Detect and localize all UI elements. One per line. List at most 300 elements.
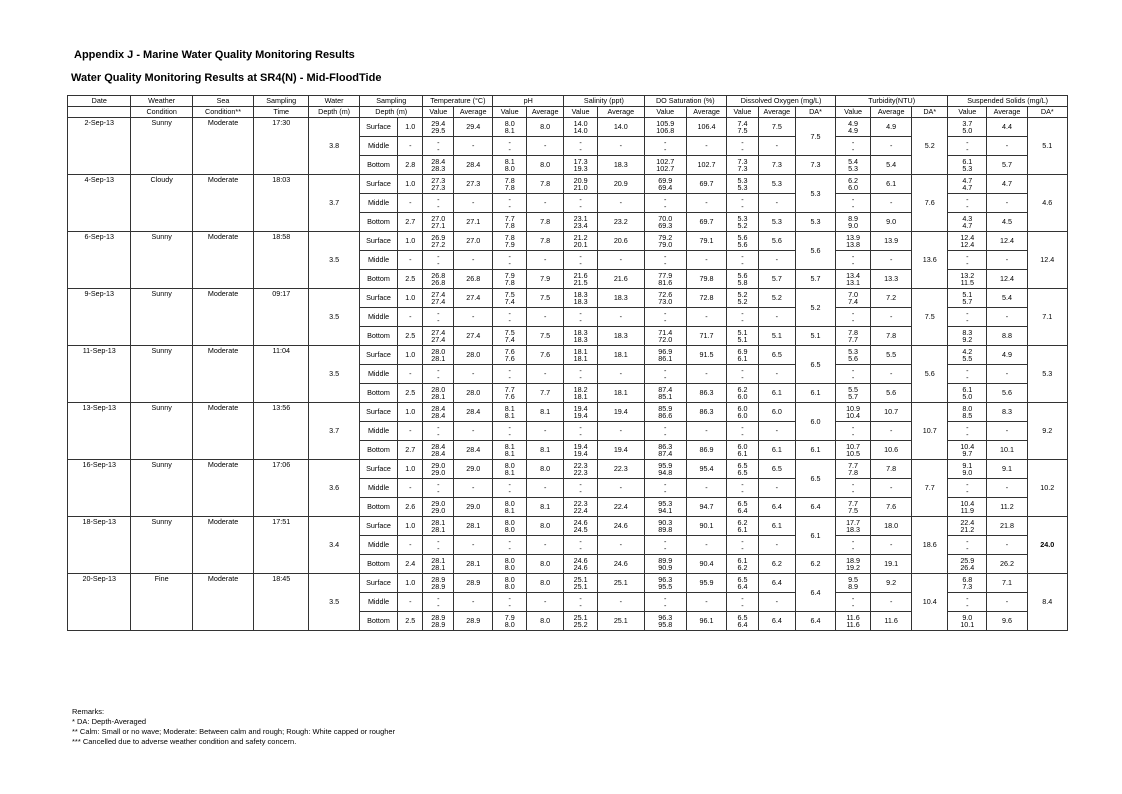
ph-values	[493, 270, 527, 289]
sea-condition-cell: Moderate	[192, 574, 253, 631]
temperature-average: 28.1	[454, 517, 493, 536]
weather-cell: Sunny	[131, 346, 192, 403]
ph-values	[493, 213, 527, 232]
do-saturation-values	[644, 232, 686, 251]
ph-value: 7.8	[504, 175, 515, 185]
turbidity-average: 7.2	[871, 289, 912, 308]
suspended-solids-value: 10.1	[960, 620, 975, 629]
turbidity-da: 5.2	[912, 118, 948, 175]
level-cell: Surface	[360, 289, 398, 308]
suspended-solids-value: 22.4	[960, 517, 975, 527]
dissolved-oxygen-value: -	[741, 422, 744, 432]
ph-value: 7.8	[504, 183, 515, 192]
sampling-depth-cell: -	[398, 365, 423, 384]
suspended-solids-value: 10.4	[960, 441, 975, 451]
ph-values	[493, 593, 527, 612]
dissolved-oxygen-bottom-da: 6.4	[795, 498, 835, 517]
temperature-value: 27.0	[431, 213, 446, 223]
ph-value: -	[508, 145, 511, 154]
turbidity-values	[836, 232, 871, 251]
suspended-solids-value: 5.7	[962, 297, 973, 306]
header-ph: pH	[493, 96, 564, 107]
do-saturation-values	[644, 593, 686, 612]
turbidity-values	[836, 517, 871, 536]
suspended-solids-value: -	[966, 251, 969, 261]
turbidity-value: -	[851, 601, 855, 610]
dissolved-oxygen-bottom-da: 6.2	[795, 555, 835, 574]
level-cell: Middle	[360, 479, 398, 498]
temperature-value: 29.0	[431, 506, 446, 515]
ph-average: 8.0	[527, 460, 564, 479]
suspended-solids-value: -	[966, 308, 969, 318]
suspended-solids-values	[948, 384, 987, 403]
turbidity-value: -	[851, 487, 855, 496]
sampling-time-cell: 09:17	[254, 289, 309, 346]
dissolved-oxygen-values	[727, 270, 759, 289]
do-saturation-value: -	[664, 137, 667, 147]
dissolved-oxygen-da: 6.5	[795, 460, 835, 498]
turbidity-value: 5.6	[848, 354, 859, 363]
salinity-values	[564, 612, 598, 631]
suspended-solids-values	[948, 118, 987, 137]
ph-values	[493, 194, 527, 213]
dissolved-oxygen-value: 7.5	[737, 126, 748, 135]
temperature-average: 28.0	[454, 346, 493, 365]
date-cell: 20-Sep-13	[68, 574, 131, 631]
turbidity-value: 7.8	[848, 468, 859, 477]
turbidity-values	[836, 118, 871, 137]
do-saturation-values	[644, 251, 686, 270]
salinity-values	[564, 460, 598, 479]
suspended-solids-average: 5.4	[987, 289, 1027, 308]
sampling-depth-cell: 1.0	[398, 574, 423, 593]
suspended-solids-value: -	[966, 137, 969, 147]
temperature-value: 27.3	[431, 183, 446, 192]
ph-average: 7.9	[527, 270, 564, 289]
temperature-value: -	[437, 536, 440, 546]
suspended-solids-value: 5.0	[962, 126, 973, 135]
ph-value: 8.0	[504, 563, 515, 572]
salinity-values	[564, 555, 598, 574]
sea-condition-cell: Moderate	[192, 517, 253, 574]
ph-average: 8.1	[527, 498, 564, 517]
do-saturation-value: 95.9	[658, 460, 673, 470]
suspended-solids-value: 21.2	[960, 525, 975, 534]
ph-values	[493, 251, 527, 270]
ph-value: 8.0	[504, 525, 515, 534]
ph-value: -	[508, 593, 511, 603]
ph-value: 7.5	[504, 289, 515, 299]
dissolved-oxygen-value: 5.1	[737, 327, 748, 337]
header-average: Average	[871, 107, 912, 118]
temperature-value: -	[437, 479, 440, 489]
salinity-value: 18.3	[573, 289, 588, 299]
turbidity-values	[836, 365, 871, 384]
suspended-solids-value: 3.7	[962, 118, 973, 128]
suspended-solids-values	[948, 137, 987, 156]
date-cell: 2-Sep-13	[68, 118, 131, 175]
do-saturation-value: 69.3	[658, 221, 673, 230]
suspended-solids-average: -	[987, 422, 1027, 441]
suspended-solids-average: 5.6	[987, 384, 1027, 403]
do-saturation-value: -	[664, 145, 667, 154]
header-sampling-depth: Sampling	[360, 96, 423, 107]
sampling-depth-cell: 1.0	[398, 460, 423, 479]
suspended-solids-values	[948, 270, 987, 289]
suspended-solids-average: -	[987, 251, 1027, 270]
water-quality-table	[67, 95, 1068, 631]
dissolved-oxygen-values	[727, 213, 759, 232]
water-depth-cell: 3.7	[309, 403, 360, 460]
salinity-value: 24.5	[573, 525, 588, 534]
sampling-depth-cell: 1.0	[398, 517, 423, 536]
do-saturation-values	[644, 479, 686, 498]
suspended-solids-value: 5.3	[962, 164, 973, 173]
turbidity-average: 6.1	[871, 175, 912, 194]
level-cell: Middle	[360, 365, 398, 384]
sampling-depth-cell: -	[398, 536, 423, 555]
ph-values	[493, 574, 527, 593]
do-saturation-value: 87.4	[658, 449, 673, 458]
dissolved-oxygen-value: -	[741, 316, 744, 325]
temperature-value: -	[437, 487, 440, 496]
do-saturation-average: -	[686, 422, 726, 441]
salinity-value: 18.2	[573, 384, 588, 394]
ph-value: 7.8	[504, 278, 515, 287]
ph-values	[493, 118, 527, 137]
dissolved-oxygen-average: 6.1	[758, 517, 795, 536]
salinity-value: 24.6	[573, 563, 588, 572]
water-depth-cell: 3.6	[309, 460, 360, 517]
do-saturation-value: 77.9	[658, 270, 673, 280]
turbidity-values	[836, 251, 871, 270]
ph-value: 8.1	[504, 411, 515, 420]
turbidity-average: 7.8	[871, 460, 912, 479]
ph-average: 7.7	[527, 384, 564, 403]
suspended-solids-average: 4.7	[987, 175, 1027, 194]
dissolved-oxygen-value: -	[741, 365, 744, 375]
level-cell: Surface	[360, 403, 398, 422]
day-group	[68, 517, 1068, 574]
dissolved-oxygen-average: -	[758, 479, 795, 498]
dissolved-oxygen-da: 5.6	[795, 232, 835, 270]
salinity-values	[564, 175, 598, 194]
level-cell: Middle	[360, 308, 398, 327]
suspended-solids-values	[948, 213, 987, 232]
ph-values	[493, 289, 527, 308]
turbidity-value: -	[851, 194, 855, 204]
salinity-value: 20.9	[573, 175, 588, 185]
dissolved-oxygen-values	[727, 536, 759, 555]
turbidity-value: 18.9	[846, 555, 861, 565]
dissolved-oxygen-value: -	[741, 373, 744, 382]
date-cell: 6-Sep-13	[68, 232, 131, 289]
temperature-value: -	[437, 137, 440, 147]
ph-average: 7.5	[527, 327, 564, 346]
suspended-solids-average: 7.1	[987, 574, 1027, 593]
dissolved-oxygen-average: -	[758, 251, 795, 270]
turbidity-da: 10.7	[912, 403, 948, 460]
suspended-solids-value: -	[966, 194, 969, 204]
do-saturation-average: 95.9	[686, 574, 726, 593]
header-temperature: Temperature (°C)	[423, 96, 493, 107]
do-saturation-average: -	[686, 194, 726, 213]
turbidity-value: 7.7	[848, 335, 859, 344]
do-saturation-average: 86.3	[686, 403, 726, 422]
do-saturation-average: 94.7	[686, 498, 726, 517]
temperature-value: 27.3	[431, 175, 446, 185]
suspended-solids-value: 4.7	[962, 183, 973, 192]
do-saturation-average: 106.4	[686, 118, 726, 137]
do-saturation-average: 90.1	[686, 517, 726, 536]
turbidity-average: 5.6	[871, 384, 912, 403]
salinity-average: 23.2	[598, 213, 645, 232]
water-depth-cell: 3.5	[309, 232, 360, 289]
suspended-solids-average: -	[987, 308, 1027, 327]
turbidity-values	[836, 156, 871, 175]
weather-cell: Fine	[131, 574, 192, 631]
turbidity-value: -	[851, 251, 855, 261]
turbidity-values	[836, 194, 871, 213]
do-saturation-values	[644, 118, 686, 137]
salinity-value: 25.1	[573, 612, 588, 622]
temperature-value: 27.4	[431, 289, 446, 299]
turbidity-value: 8.9	[848, 582, 859, 591]
dissolved-oxygen-value: -	[741, 137, 744, 147]
day-group	[68, 232, 1068, 289]
temperature-value: 27.4	[431, 297, 446, 306]
ph-value: -	[508, 365, 511, 375]
salinity-value: 21.0	[573, 183, 588, 192]
header-average: Average	[527, 107, 564, 118]
temperature-value: 26.9	[431, 232, 446, 242]
suspended-solids-average: 8.8	[987, 327, 1027, 346]
ph-value: 7.6	[504, 354, 515, 363]
sea-condition-cell: Moderate	[192, 460, 253, 517]
turbidity-value: 5.7	[848, 392, 859, 401]
salinity-average: -	[598, 194, 645, 213]
turbidity-average: 9.0	[871, 213, 912, 232]
salinity-value: 19.4	[573, 403, 588, 413]
sampling-depth-cell: 1.0	[398, 175, 423, 194]
salinity-values	[564, 498, 598, 517]
dissolved-oxygen-value: 6.5	[737, 460, 748, 470]
do-saturation-value: 106.8	[656, 126, 675, 135]
temperature-value: 29.0	[431, 468, 446, 477]
do-saturation-average: -	[686, 593, 726, 612]
day-group	[68, 403, 1068, 460]
dissolved-oxygen-value: 5.2	[737, 297, 748, 306]
do-saturation-value: 96.3	[658, 612, 673, 622]
water-depth-cell: 3.5	[309, 346, 360, 403]
level-cell: Bottom	[360, 441, 398, 460]
salinity-average: -	[598, 251, 645, 270]
ph-value: 7.6	[504, 392, 515, 401]
temperature-value: 28.4	[431, 449, 446, 458]
do-saturation-average: 71.7	[686, 327, 726, 346]
ph-average: -	[527, 308, 564, 327]
dissolved-oxygen-value: -	[741, 601, 744, 610]
suspended-solids-value: 4.7	[962, 175, 973, 185]
suspended-solids-value: 9.0	[962, 468, 973, 477]
do-saturation-value: 89.8	[658, 525, 673, 534]
table-row	[68, 118, 1068, 137]
do-saturation-value: -	[664, 259, 667, 268]
do-saturation-value: 86.3	[658, 441, 673, 451]
suspended-solids-value: 25.9	[960, 555, 975, 565]
do-saturation-average: -	[686, 365, 726, 384]
level-cell: Surface	[360, 232, 398, 251]
turbidity-value: 5.3	[848, 164, 859, 173]
weather-cell: Cloudy	[131, 175, 192, 232]
ph-values	[493, 536, 527, 555]
dissolved-oxygen-average: -	[758, 536, 795, 555]
dissolved-oxygen-values	[727, 194, 759, 213]
dissolved-oxygen-average: 5.6	[758, 232, 795, 251]
turbidity-value: -	[851, 536, 855, 546]
do-saturation-values	[644, 308, 686, 327]
dissolved-oxygen-value: 5.1	[737, 335, 748, 344]
suspended-solids-values	[948, 232, 987, 251]
sampling-depth-cell: 1.0	[398, 118, 423, 137]
salinity-value: -	[579, 536, 582, 546]
turbidity-da: 10.4	[912, 574, 948, 631]
turbidity-value: 5.3	[848, 346, 859, 356]
do-saturation-average: 102.7	[686, 156, 726, 175]
header-sea-condition: Condition**	[192, 107, 253, 118]
salinity-average: 24.6	[598, 555, 645, 574]
turbidity-average: 11.6	[871, 612, 912, 631]
do-saturation-value: -	[664, 373, 667, 382]
salinity-value: 25.2	[573, 620, 588, 629]
dissolved-oxygen-values	[727, 593, 759, 612]
salinity-average: 24.6	[598, 517, 645, 536]
salinity-value: -	[579, 373, 582, 382]
do-saturation-values	[644, 384, 686, 403]
temperature-average: 29.0	[454, 460, 493, 479]
sampling-depth-cell: -	[398, 194, 423, 213]
do-saturation-value: 95.8	[658, 620, 673, 629]
turbidity-value: 10.9	[846, 403, 861, 413]
do-saturation-values	[644, 403, 686, 422]
ph-average: 8.0	[527, 156, 564, 175]
temperature-values	[423, 479, 454, 498]
do-saturation-value: 85.1	[658, 392, 673, 401]
dissolved-oxygen-average: 6.1	[758, 441, 795, 460]
suspended-solids-average: 9.6	[987, 612, 1027, 631]
salinity-average: 18.3	[598, 156, 645, 175]
do-saturation-values	[644, 574, 686, 593]
do-saturation-value: -	[664, 430, 667, 439]
dissolved-oxygen-value: 6.0	[737, 441, 748, 451]
level-cell: Surface	[360, 460, 398, 479]
header-value: Value	[836, 107, 871, 118]
salinity-values	[564, 593, 598, 612]
salinity-value: 23.1	[573, 213, 588, 223]
level-cell: Bottom	[360, 612, 398, 631]
dissolved-oxygen-value: 5.6	[737, 270, 748, 280]
salinity-values	[564, 441, 598, 460]
do-saturation-value: 102.7	[656, 164, 675, 173]
water-depth-cell: 3.7	[309, 175, 360, 232]
ph-average: 8.0	[527, 612, 564, 631]
suspended-solids-average: 4.9	[987, 346, 1027, 365]
dissolved-oxygen-da: 5.3	[795, 175, 835, 213]
temperature-value: -	[437, 593, 440, 603]
dissolved-oxygen-bottom-da: 5.7	[795, 270, 835, 289]
turbidity-values	[836, 593, 871, 612]
day-group	[68, 175, 1068, 232]
ph-value: 7.9	[504, 240, 515, 249]
salinity-value: -	[579, 259, 582, 268]
salinity-value: -	[579, 316, 582, 325]
suspended-solids-value: 11.5	[960, 278, 975, 287]
salinity-value: 22.3	[573, 468, 588, 477]
header-suspended-solids: Suspended Solids (mg/L)	[948, 96, 1068, 107]
ph-value: 8.1	[504, 156, 515, 166]
turbidity-value: -	[851, 544, 855, 553]
dissolved-oxygen-value: 6.2	[737, 384, 748, 394]
remarks	[72, 707, 395, 747]
level-cell: Bottom	[360, 327, 398, 346]
salinity-value: 21.5	[573, 278, 588, 287]
header-average: Average	[598, 107, 645, 118]
ph-values	[493, 365, 527, 384]
dissolved-oxygen-value: 5.2	[737, 221, 748, 230]
turbidity-average: -	[871, 536, 912, 555]
suspended-solids-value: -	[966, 601, 969, 610]
ph-value: 8.0	[504, 164, 515, 173]
suspended-solids-values	[948, 593, 987, 612]
turbidity-value: -	[851, 316, 855, 325]
temperature-values	[423, 574, 454, 593]
level-cell: Bottom	[360, 213, 398, 232]
do-saturation-value: -	[664, 479, 667, 489]
dissolved-oxygen-values	[727, 175, 759, 194]
salinity-value: 25.1	[573, 582, 588, 591]
salinity-value: 24.6	[573, 517, 588, 527]
day-group	[68, 460, 1068, 517]
suspended-solids-value: 13.2	[960, 270, 975, 280]
temperature-value: 29.0	[431, 460, 446, 470]
ph-values	[493, 346, 527, 365]
weather-cell: Sunny	[131, 232, 192, 289]
temperature-values	[423, 422, 454, 441]
dissolved-oxygen-average: 6.4	[758, 574, 795, 593]
suspended-solids-values	[948, 251, 987, 270]
suspended-solids-values	[948, 460, 987, 479]
dissolved-oxygen-da: 7.5	[795, 118, 835, 156]
temperature-values	[423, 593, 454, 612]
dissolved-oxygen-values	[727, 479, 759, 498]
temperature-values	[423, 498, 454, 517]
level-cell: Bottom	[360, 498, 398, 517]
weather-cell: Sunny	[131, 403, 192, 460]
dissolved-oxygen-values	[727, 517, 759, 536]
dissolved-oxygen-value: 7.4	[737, 118, 748, 128]
salinity-value: 22.3	[573, 498, 588, 508]
dissolved-oxygen-values	[727, 137, 759, 156]
date-cell: 16-Sep-13	[68, 460, 131, 517]
temperature-value: -	[437, 316, 440, 325]
turbidity-value: 5.4	[848, 156, 859, 166]
do-saturation-values	[644, 441, 686, 460]
dissolved-oxygen-average: 6.2	[758, 555, 795, 574]
dissolved-oxygen-value: 6.0	[737, 403, 748, 413]
dissolved-oxygen-average: 6.4	[758, 612, 795, 631]
turbidity-average: 7.6	[871, 498, 912, 517]
ph-value: 7.9	[504, 612, 515, 622]
